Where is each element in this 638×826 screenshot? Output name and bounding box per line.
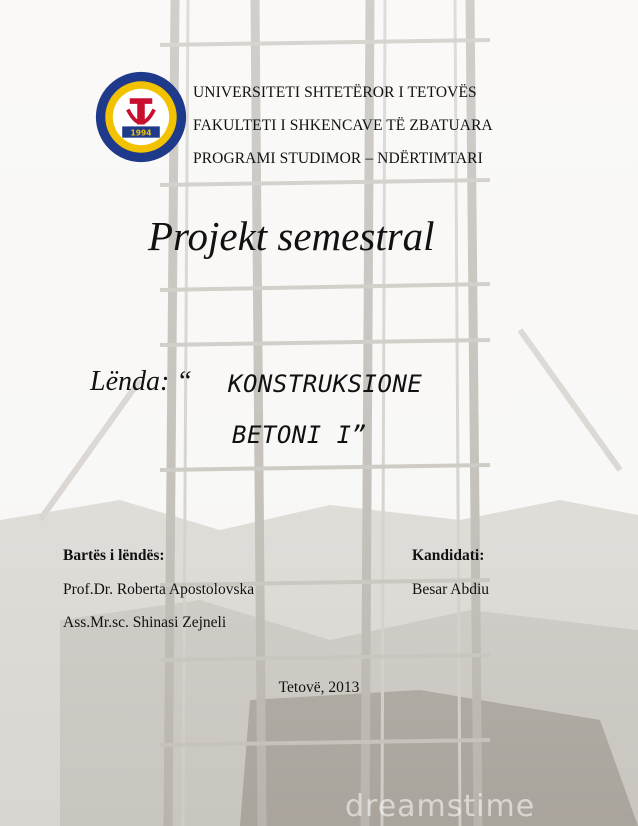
stock-watermark: dreamstime <box>345 789 536 824</box>
faculty-name: FAKULTETI I SHKENCAVE TË ZBATUARA <box>193 117 493 134</box>
teacher-name-2: Ass.Mr.sc. Shinasi Zejneli <box>63 614 227 631</box>
university-logo <box>94 70 188 164</box>
subject-close-quote: ” <box>351 421 367 449</box>
document-title: Projekt semestral <box>148 213 435 259</box>
logo-year: 1994 <box>130 128 152 138</box>
institution-header <box>193 76 493 175</box>
study-program: PROGRAMI STUDIMOR – NDËRTIMTARI <box>193 150 483 167</box>
candidate-name: Besar Abdiu <box>412 581 490 598</box>
subject-label-text: Lënda: <box>90 366 170 397</box>
subject-label <box>90 366 192 398</box>
subject-name-line-2-text: BETONI I <box>232 421 352 449</box>
subject-open-quote: “ <box>176 366 192 397</box>
place-and-date: Tetovë, 2013 <box>278 679 360 696</box>
candidate-heading: Kandidati: <box>412 547 485 564</box>
teacher-name-1: Prof.Dr. Roberta Apostolovska <box>63 581 255 598</box>
subject-name-line-2 <box>232 421 367 449</box>
university-name: UNIVERSITETI SHTETËROR I TETOVËS <box>193 84 477 101</box>
teachers-heading: Bartës i lëndës: <box>63 547 165 564</box>
subject-name-line-1: KONSTRUKSIONE <box>228 370 423 398</box>
